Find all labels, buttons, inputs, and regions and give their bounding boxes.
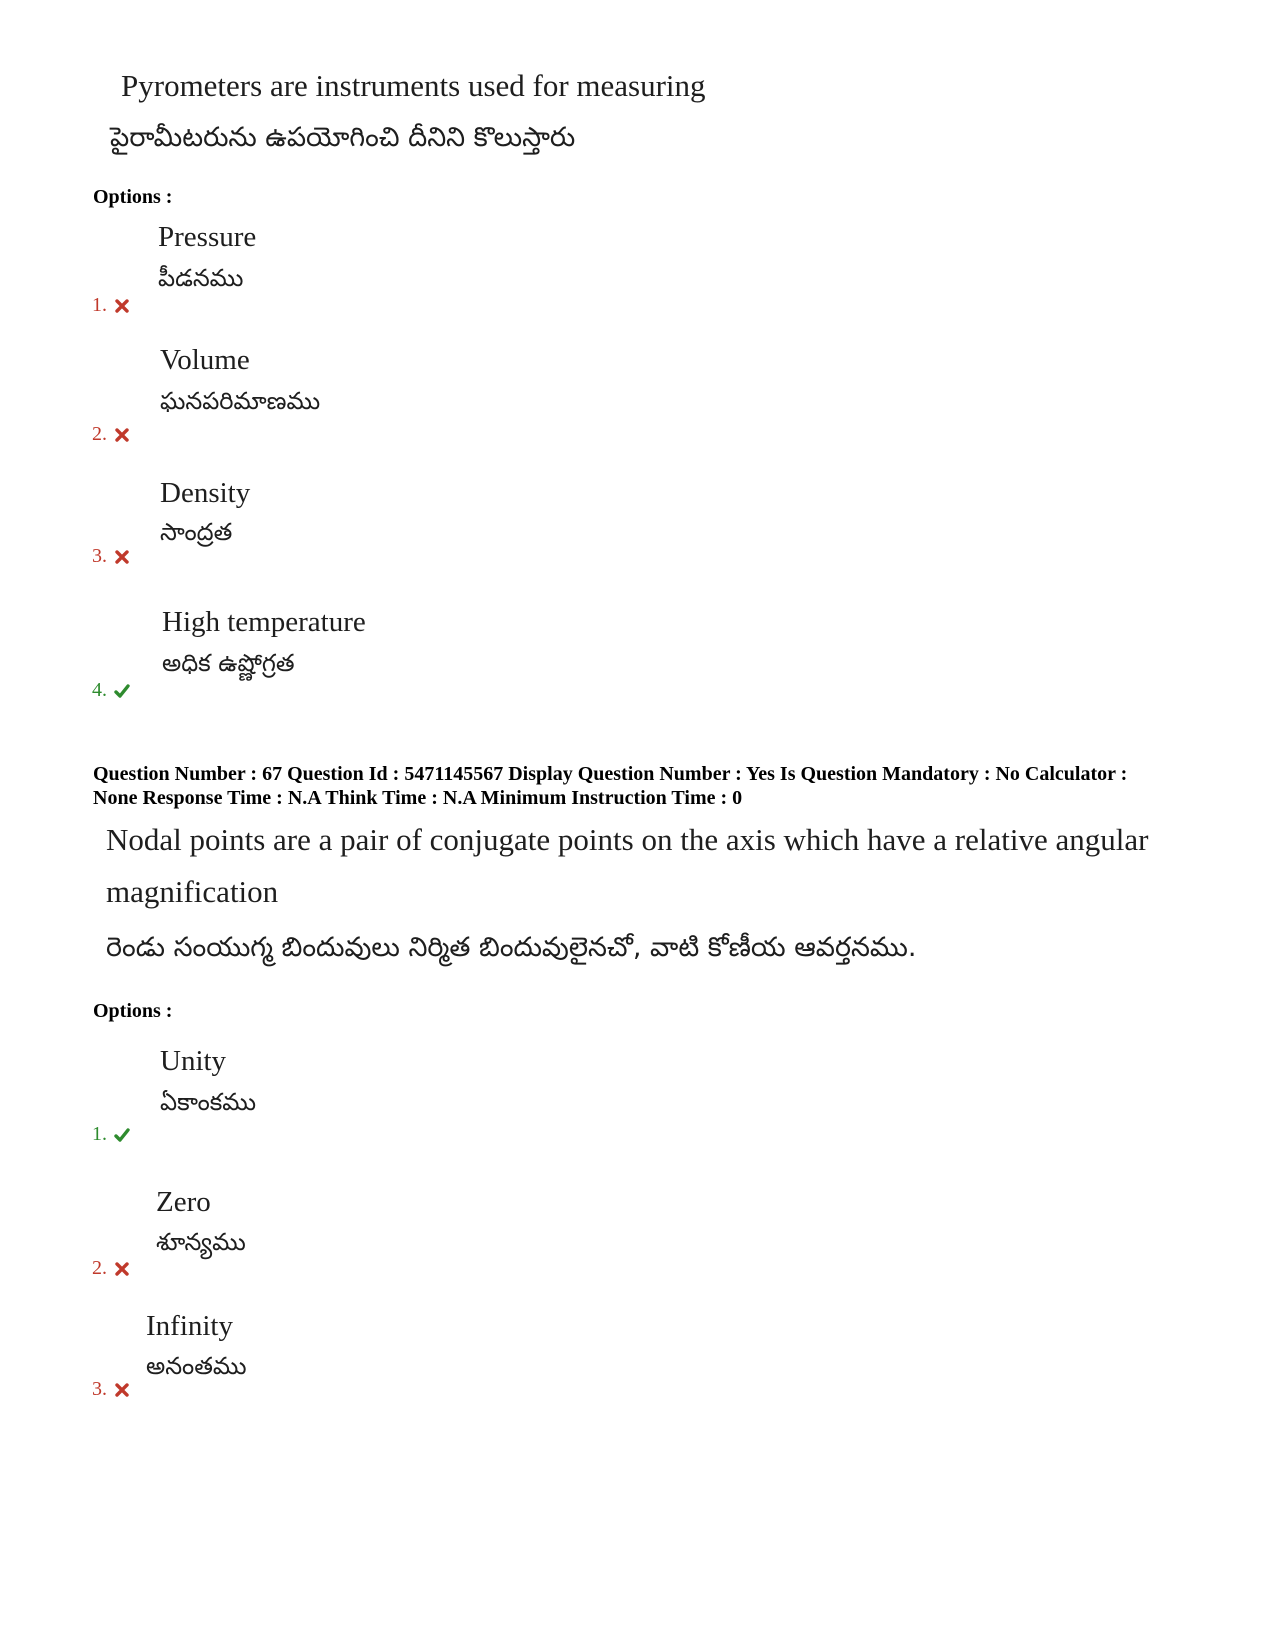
cross-icon <box>114 1261 130 1277</box>
option-number: 4. <box>92 679 107 701</box>
option-marker <box>92 423 130 446</box>
question-text-en-continued: magnification <box>106 874 279 909</box>
option-text-en: Volume <box>160 344 250 376</box>
cross-icon <box>114 298 130 314</box>
option-number: 3. <box>92 545 107 567</box>
options-label: Options : <box>93 1000 173 1022</box>
question-text-en: Pyrometers are instruments used for measuring <box>121 68 706 103</box>
option-text-te: పీడనము <box>158 264 244 292</box>
option-number: 1. <box>92 1123 107 1145</box>
option-marker <box>92 1257 130 1280</box>
option-marker <box>92 545 130 568</box>
option-text-te: ఏకాంకము <box>160 1088 256 1116</box>
question-text-en: Nodal points are a pair of conjugate points on the axis which have a relative angular <box>106 822 1149 857</box>
question-text-te: రెండు సంయుగ్మ బిందువులు నిర్మిత బిందువులైనచో, వాటి కోణీయ ఆవర్తనము. <box>106 932 917 963</box>
option-text-te: ఘనపరిమాణము <box>160 387 321 415</box>
option-text-en: Unity <box>160 1045 227 1077</box>
option-text-te: అనంతము <box>146 1352 247 1380</box>
options-label: Options : <box>93 186 173 208</box>
option-text-en: Pressure <box>158 221 257 253</box>
option-text-te: సాంద్రత <box>160 518 233 546</box>
option-text-te: శూన్యము <box>156 1228 246 1256</box>
option-number: 2. <box>92 423 107 445</box>
option-text-en: Zero <box>156 1186 211 1218</box>
check-icon <box>114 683 130 699</box>
option-marker <box>92 1123 130 1146</box>
option-text-en: High temperature <box>162 606 366 638</box>
option-text-te: అధిక ఉష్ణోగ్రత <box>162 649 295 677</box>
cross-icon <box>114 549 130 565</box>
option-marker <box>92 679 130 702</box>
question-text-te: పైరామీటరును ఉపయోగించి దీనిని కొలుస్తారు <box>110 122 576 153</box>
option-marker <box>92 294 130 317</box>
check-icon <box>114 1127 130 1143</box>
option-number: 2. <box>92 1257 107 1279</box>
option-number: 1. <box>92 294 107 316</box>
option-text-en: Infinity <box>146 1310 233 1342</box>
option-text-en: Density <box>160 477 251 509</box>
question-meta: Question Number : 67 Question Id : 5471145567 Display Question Number : Yes Is Question Mandatory : No Calculator : None Response Time : N.A Think Time : N.A Minimum Instruction Time : 0 <box>93 763 1128 809</box>
cross-icon <box>114 1382 130 1398</box>
option-marker <box>92 1378 130 1401</box>
option-number: 3. <box>92 1378 107 1400</box>
cross-icon <box>114 427 130 443</box>
